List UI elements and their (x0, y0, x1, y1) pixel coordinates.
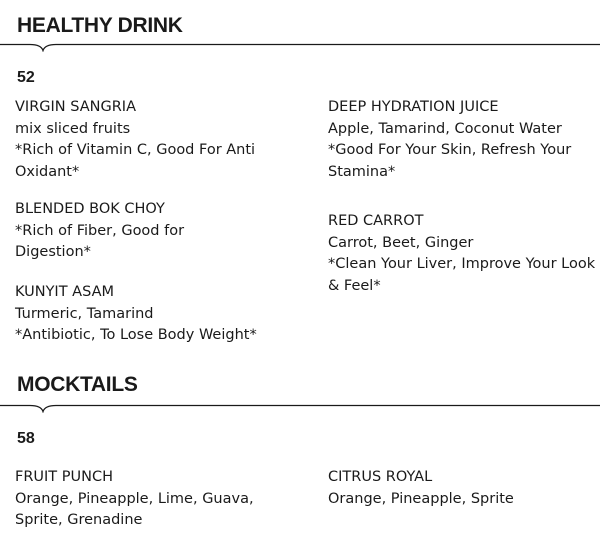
item-name: BLENDED BOK CHOY (15, 201, 165, 217)
item-description: Orange, Pineapple, Lime, Guava, Sprite, Grenadine (15, 490, 254, 528)
item-name: CITRUS ROYAL (328, 469, 433, 485)
item-description: Apple, Tamarind, Coconut Water (328, 120, 562, 137)
menu-item-virgin-sangria (15, 97, 300, 183)
menu-item-fruit-punch (15, 467, 275, 532)
item-description: Carrot, Beet, Ginger (328, 234, 474, 251)
section-title-healthy-drink: HEALTHY DRINK (17, 14, 183, 37)
item-note: *Good For Your Skin, Refresh Your Stamina* (328, 142, 572, 180)
item-name: RED CARROT (328, 213, 424, 229)
section-price: 58 (17, 430, 35, 447)
item-note: *Antibiotic, To Lose Body Weight* (15, 327, 257, 343)
item-note: *Clean Your Liver, Improve Your Look & Feel* (328, 256, 596, 294)
menu-item-citrus-royal (328, 467, 596, 510)
item-description: Orange, Pineapple, Sprite (328, 490, 514, 507)
section-title-mocktails: MOCKTAILS (17, 373, 138, 396)
menu-item-red-carrot (328, 211, 596, 297)
item-name: VIRGIN SANGRIA (15, 99, 136, 115)
item-note: *Rich of Fiber, Good for Digestion* (15, 222, 185, 260)
item-description: mix sliced fruits (15, 120, 131, 137)
menu-item-kunyit-asam (15, 282, 300, 347)
item-name: FRUIT PUNCH (15, 469, 114, 485)
menu-item-deep-hydration-juice (328, 97, 596, 183)
section-price: 52 (17, 69, 35, 86)
item-note: *Rich of Vitamin C, Good For Anti Oxidant* (15, 142, 256, 180)
section-divider (0, 40, 600, 52)
section-divider (0, 401, 600, 413)
menu-item-blended-bok-choy (15, 199, 300, 264)
item-description: Turmeric, Tamarind (15, 305, 154, 322)
item-name: DEEP HYDRATION JUICE (328, 99, 499, 115)
item-name: KUNYIT ASAM (15, 284, 115, 300)
